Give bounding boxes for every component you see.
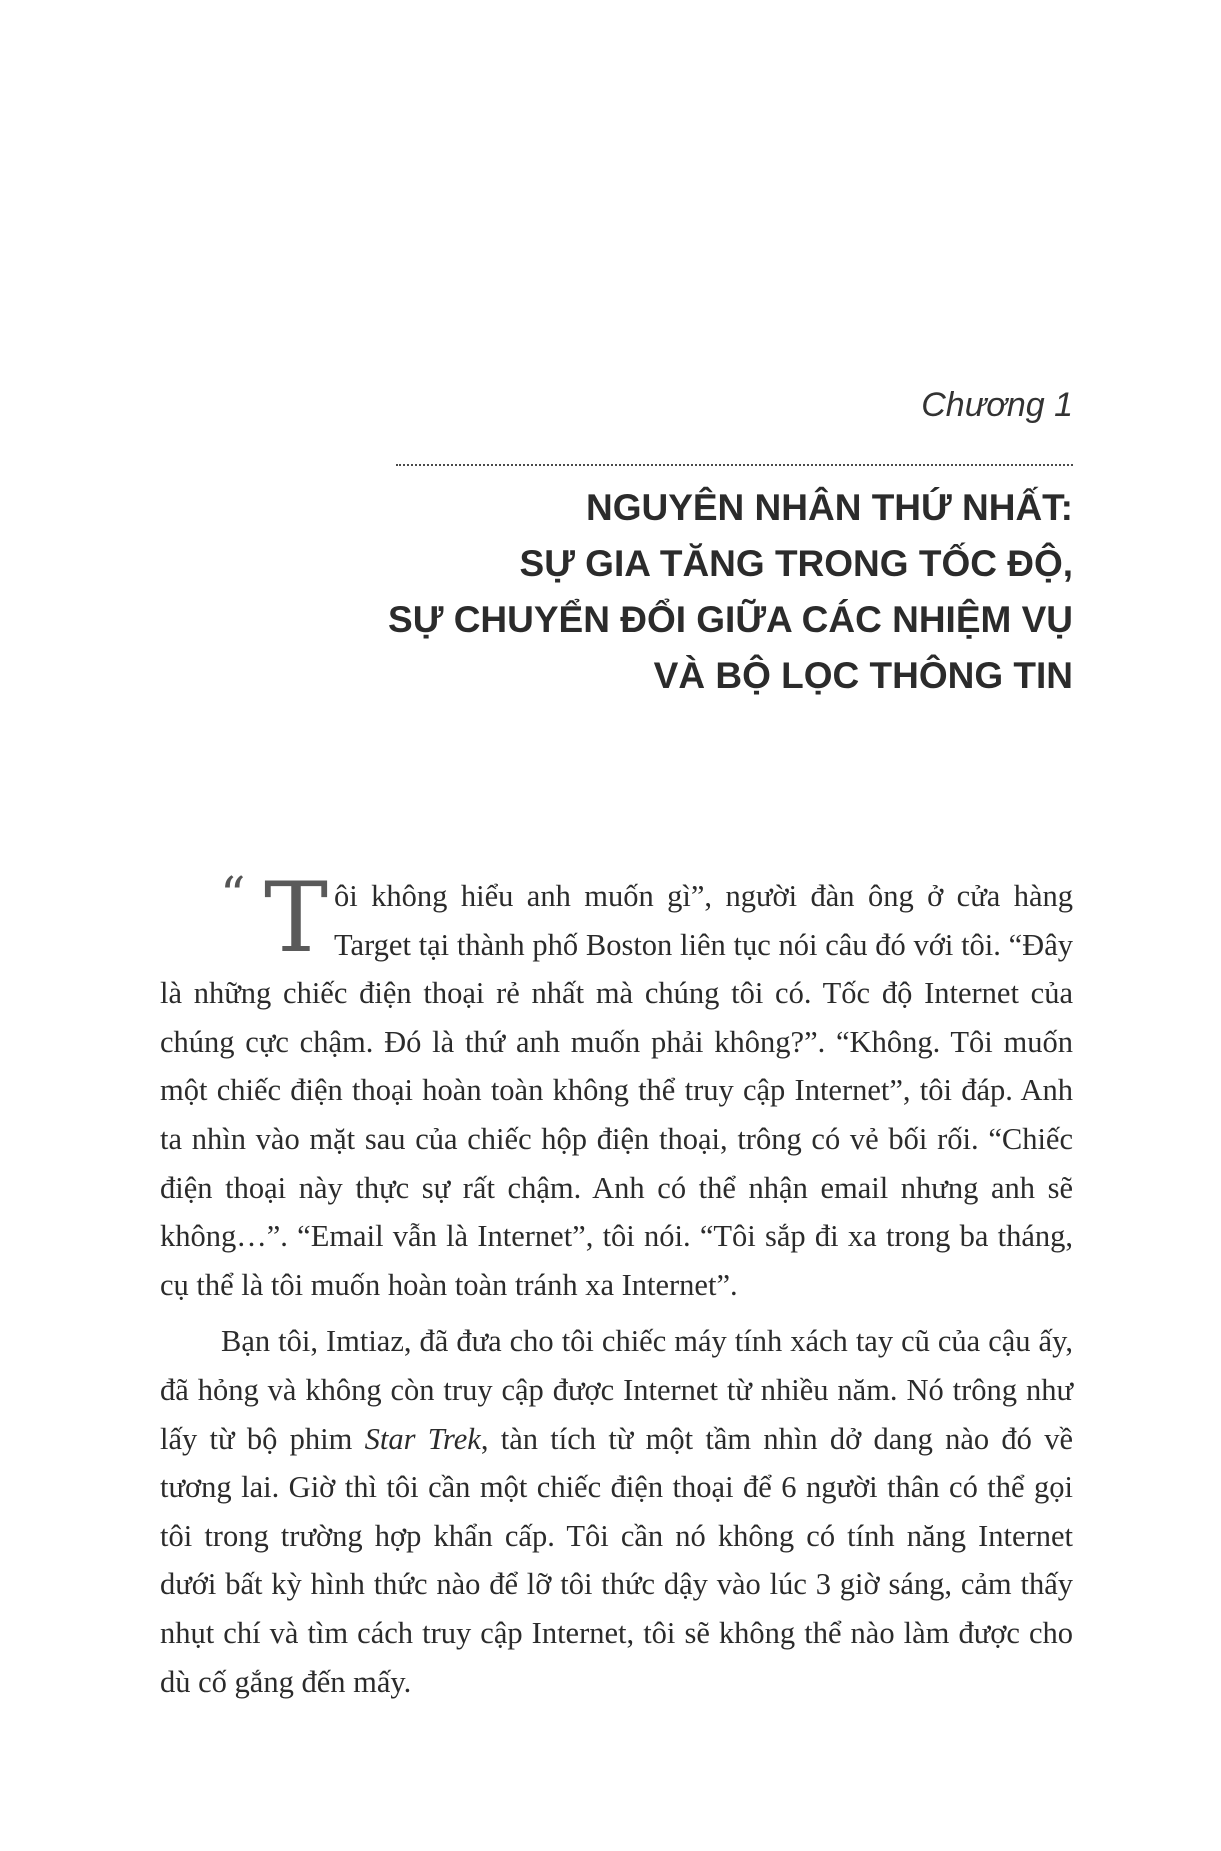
chapter-title-line-4: VÀ BỘ LỌC THÔNG TIN	[653, 655, 1073, 696]
chapter-title-line-2: SỰ GIA TĂNG TRONG TỐC ĐỘ,	[519, 543, 1073, 584]
paragraph-2	[160, 1317, 1073, 1706]
chapter-title-line-1: NGUYÊN NHÂN THỨ NHẤT:	[585, 487, 1073, 528]
dotted-divider	[396, 464, 1073, 466]
drop-cap: T	[264, 862, 329, 974]
paragraph-2-text-end: , tàn tích từ một tầm nhìn dở dang nào đó về tương lai. Giờ thì tôi cần một chiếc điện thoại để 6 người thân có thể gọi tôi trong trường hợp khẩn cấp. Tôi cần nó không có tính năng Internet dưới bất kỳ hình thức nào để lỡ tôi thức dậy vào lúc 3 giờ sáng, cảm thấy nhụt chí và tìm cách truy cập Internet, tôi sẽ không thể nào làm được cho dù cố gắng đến mấy.	[160, 1421, 1074, 1699]
opening-quote-mark: “	[220, 866, 246, 924]
chapter-title-line-3: SỰ CHUYỂN ĐỔI GIỮA CÁC NHIỆM VỤ	[388, 599, 1073, 640]
paragraph-1	[160, 862, 1073, 1309]
paragraph-2-text-start: Bạn tôi, Imtiaz, đã đưa cho tôi chiếc máy tính xách tay cũ của cậu ấy, đã hỏng và không còn truy cập được Internet từ nhiều năm. Nó trông như lấy từ bộ phim	[160, 1324, 1073, 1456]
body-text	[160, 862, 1074, 1706]
movie-title: Star Trek	[364, 1421, 481, 1456]
paragraph-1-text: ôi không hiểu anh muốn gì”, người đàn ông ở cửa hàng Target tại thành phố Boston liên tục nói câu đó với tôi. “Đây là những chiếc điện thoại rẻ nhất mà chúng tôi có. Tốc độ Internet của chúng cực chậm. Đó là thứ anh muốn phải không?”. “Không. Tôi muốn một chiếc điện thoại hoàn toàn không thể truy cập Internet”, tôi đáp. Anh ta nhìn vào mặt sau của chiếc hộp điện thoại, trông có vẻ bối rối. “Chiếc điện thoại này thực sự rất chậm. Anh có thể nhận email nhưng anh sẽ không…”. “Email vẫn là Internet”, tôi nói. “Tôi sắp đi xa trong ba tháng, cụ thể là tôi muốn hoàn toàn tránh xa Internet”.	[160, 879, 1073, 1302]
chapter-title	[273, 480, 1073, 704]
chapter-label: Chương 1	[921, 386, 1073, 424]
